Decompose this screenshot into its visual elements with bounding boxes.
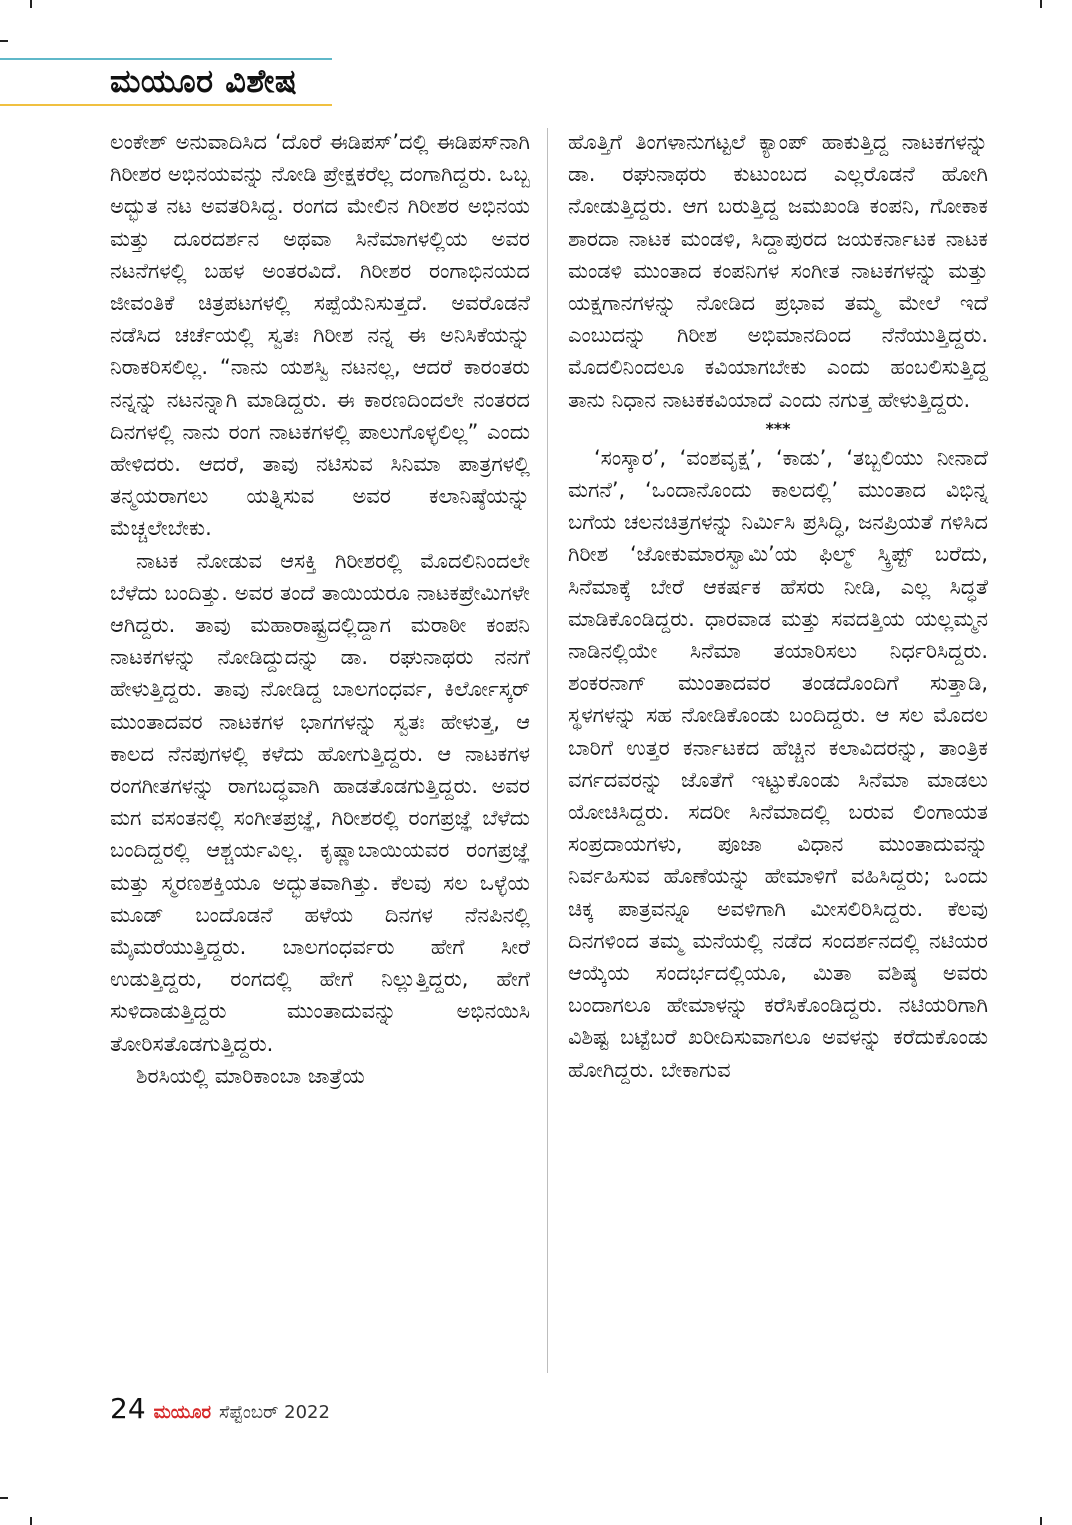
section-title: ಮಯೂರ ವಿಶೇಷ: [110, 62, 298, 100]
crop-mark-left-top: [0, 40, 8, 42]
crop-mark-left-bottom: [0, 1497, 8, 1499]
section-separator: ***: [765, 418, 791, 438]
column-divider: [547, 128, 548, 1373]
article-column-right: [568, 126, 988, 1086]
header-accent-line-top: [0, 58, 332, 60]
paragraph: ‘ಸಂಸ್ಕಾರ’, ‘ವಂಶವೃಕ್ಷ’, ‘ಕಾಡು’, ‘ತಬ್ಬಲಿಯು ನೀನಾದೆ ಮಗನೆ’, ‘ಒಂದಾನೊಂದು ಕಾಲದಲ್ಲಿ’ ಮುಂತಾದ ವಿಭಿನ್ನ ಬಗೆಯ ಚಲನಚಿತ್ರಗಳನ್ನು ನಿರ್ಮಿಸಿ ಪ್ರಸಿದ್ಧಿ, ಜನಪ್ರಿಯತೆ ಗಳಿಸಿದ ಗಿರೀಶ ‘ಜೋಕುಮಾರಸ್ವಾಮಿ’ಯ ಫಿಲ್ಮ್ ಸ್ಕ್ರಿಪ್ಟ್ ಬರೆದು, ಸಿನೆಮಾಕ್ಕೆ ಬೇರೆ ಆಕರ್ಷಕ ಹೆಸರು ನೀಡಿ, ಎಲ್ಲ ಸಿದ್ಧತೆ ಮಾಡಿಕೊಂಡಿದ್ದರು. ಧಾರವಾಡ ಮತ್ತು ಸವದತ್ತಿಯ ಯಲ್ಲಮ್ಮನ ನಾಡಿನಲ್ಲಿಯೇ ಸಿನೆಮಾ ತಯಾರಿಸಲು ನಿರ್ಧರಿಸಿದ್ದರು. ಶಂಕರನಾಗ್ ಮುಂತಾದವರ ತಂಡದೊಂದಿಗೆ ಸುತ್ತಾಡಿ, ಸ್ಥಳಗಳನ್ನು ಸಹ ನೋಡಿಕೊಂಡು ಬಂದಿದ್ದರು. ಆ ಸಲ ಮೊದಲ ಬಾರಿಗೆ ಉತ್ತರ ಕರ್ನಾಟಕದ ಹೆಚ್ಚಿನ ಕಲಾವಿದರನ್ನು, ತಾಂತ್ರಿಕ ವರ್ಗದವರನ್ನು ಜೊತೆಗೆ ಇಟ್ಟುಕೊಂಡು ಸಿನೆಮಾ ಮಾಡಲು ಯೋಚಿಸಿದ್ದರು. ಸದರೀ ಸಿನೆಮಾದಲ್ಲಿ ಬರುವ ಲಿಂಗಾಯತ ಸಂಪ್ರದಾಯಗಳು, ಪೂಜಾ ವಿಧಾನ ಮುಂತಾದುವನ್ನು ನಿರ್ವಹಿಸುವ ಹೊಣೆಯನ್ನು ಹೇಮಾಳಿಗೆ ವಹಿಸಿದ್ದರು; ಒಂದು ಚಿಕ್ಕ ಪಾತ್ರವನ್ನೂ ಅವಳಿಗಾಗಿ ಮೀಸಲಿರಿಸಿದ್ದರು. ಕೆಲವು ದಿನಗಳಿಂದ ತಮ್ಮ ಮನೆಯಲ್ಲಿ ನಡೆದ ಸಂದರ್ಶನದಲ್ಲಿ ನಟಿಯರ ಆಯ್ಕೆಯ ಸಂದರ್ಭದಲ್ಲಿಯೂ, ಮಿತಾ ವಶಿಷ್ಠ ಅವರು ಬಂದಾಗಲೂ ಹೇಮಾಳನ್ನು ಕರೆಸಿಕೊಂಡಿದ್ದರು. ನಟಿಯರಿಗಾಗಿ ವಿಶಿಷ್ಟ ಬಟ್ಟೆಬರೆ ಖರೀದಿಸುವಾಗಲೂ ಅವಳನ್ನು ಕರೆದುಕೊಂಡು ಹೋಗಿದ್ದರು. ಬೇಕಾಗುವ: [568, 445, 988, 1082]
page-number: 24: [110, 1392, 146, 1425]
article-column-left: [110, 126, 530, 1092]
crop-mark-bottom-right: [1040, 1517, 1042, 1525]
page-footer: [110, 1392, 330, 1425]
paragraph: ನಾಟಕ ನೋಡುವ ಆಸಕ್ತಿ ಗಿರೀಶರಲ್ಲಿ ಮೊದಲಿನಿಂದಲೇ ಬೆಳೆದು ಬಂದಿತ್ತು. ಅವರ ತಂದೆ ತಾಯಿಯರೂ ನಾಟಕಪ್ರೇಮಿಗಳೇ ಆಗಿದ್ದರು. ತಾವು ಮಹಾರಾಷ್ಟ್ರದಲ್ಲಿದ್ದಾಗ ಮರಾಠೀ ಕಂಪನಿ ನಾಟಕಗಳನ್ನು ನೋಡಿದ್ದುದನ್ನು ಡಾ. ರಘುನಾಥರು ನನಗೆ ಹೇಳುತ್ತಿದ್ದರು. ತಾವು ನೋಡಿದ್ದ ಬಾಲಗಂಧರ್ವ, ಕಿರ್ಲೋಸ್ಕರ್ ಮುಂತಾದವರ ನಾಟಕಗಳ ಭಾಗಗಳನ್ನು ಸ್ವತಃ ಹೇಳುತ್ತ, ಆ ಕಾಲದ ನೆನಪುಗಳಲ್ಲಿ ಕಳೆದು ಹೋಗುತ್ತಿದ್ದರು. ಆ ನಾಟಕಗಳ ರಂಗಗೀತಗಳನ್ನು ರಾಗಬದ್ಧವಾಗಿ ಹಾಡತೊಡಗುತ್ತಿದ್ದರು. ಅವರ ಮಗ ವಸಂತನಲ್ಲಿ ಸಂಗೀತಪ್ರಜ್ಞೆ, ಗಿರೀಶರಲ್ಲಿ ರಂಗಪ್ರಜ್ಞೆ ಬೆಳೆದು ಬಂದಿದ್ದರಲ್ಲಿ ಆಶ್ಚರ್ಯವಿಲ್ಲ. ಕೃಷ್ಣಾಬಾಯಿಯವರ ರಂಗಪ್ರಜ್ಞೆ ಮತ್ತು ಸ್ಮರಣಶಕ್ತಿಯೂ ಅದ್ಭುತವಾಗಿತ್ತು. ಕೆಲವು ಸಲ ಒಳ್ಳೆಯ ಮೂಡ್ ಬಂದೊಡನೆ ಹಳೆಯ ದಿನಗಳ ನೆನಪಿನಲ್ಲಿ ಮೈಮರೆಯುತ್ತಿದ್ದರು. ಬಾಲಗಂಧರ್ವರು ಹೇಗೆ ಸೀರೆ ಉಡುತ್ತಿದ್ದರು, ರಂಗದಲ್ಲಿ ಹೇಗೆ ನಿಲ್ಲುತ್ತಿದ್ದರು, ಹೇಗೆ ಸುಳಿದಾಡುತ್ತಿದ್ದರು ಮುಂತಾದುವನ್ನು ಅಭಿನಯಿಸಿ ತೋರಿಸತೊಡಗುತ್ತಿದ್ದರು.: [110, 548, 530, 1056]
paragraph: ಶಿರಸಿಯಲ್ಲಿ ಮಾರಿಕಾಂಬಾ ಜಾತ್ರೆಯ: [136, 1063, 365, 1088]
header-accent-line-bottom: [0, 104, 332, 106]
paragraph: ಲಂಕೇಶ್ ಅನುವಾದಿಸಿದ ‘ದೊರೆ ಈಡಿಪಸ್’ದಲ್ಲಿ ಈಡಿಪಸ್‌ನಾಗಿ ಗಿರೀಶರ ಅಭಿನಯವನ್ನು ನೋಡಿ ಪ್ರೇಕ್ಷಕರೆಲ್ಲ ದಂಗಾಗಿದ್ದರು. ಒಬ್ಬ ಅದ್ಭುತ ನಟ ಅವತರಿಸಿದ್ದ. ರಂಗದ ಮೇಲಿನ ಗಿರೀಶರ ಅಭಿನಯ ಮತ್ತು ದೂರದರ್ಶನ ಅಥವಾ ಸಿನೆಮಾಗಳಲ್ಲಿಯ ಅವರ ನಟನೆಗಳಲ್ಲಿ ಬಹಳ ಅಂತರವಿದೆ. ಗಿರೀಶರ ರಂಗಾಭಿನಯದ ಜೀವಂತಿಕೆ ಚಿತ್ರಪಟಗಳಲ್ಲಿ ಸಪ್ಪೆಯೆನಿಸುತ್ತದೆ. ಅವರೊಡನೆ ನಡೆಸಿದ ಚರ್ಚೆಯಲ್ಲಿ ಸ್ವತಃ ಗಿರೀಶ ನನ್ನ ಈ ಅನಿಸಿಕೆಯನ್ನು ನಿರಾಕರಿಸಲಿಲ್ಲ. “ನಾನು ಯಶಸ್ವಿ ನಟನಲ್ಲ, ಆದರೆ ಕಾರಂತರು ನನ್ನನ್ನು ನಟನನ್ನಾಗಿ ಮಾಡಿದ್ದರು. ಈ ಕಾರಣದಿಂದಲೇ ನಂತರದ ದಿನಗಳಲ್ಲಿ ನಾನು ರಂಗ ನಾಟಕಗಳಲ್ಲಿ ಪಾಲುಗೊಳ್ಳಲಿಲ್ಲ” ಎಂದು ಹೇಳಿದರು. ಆದರೆ, ತಾವು ನಟಿಸುವ ಸಿನಿಮಾ ಪಾತ್ರಗಳಲ್ಲಿ ತನ್ಮಯರಾಗಲು ಯತ್ನಿಸುವ ಅವರ ಕಲಾನಿಷ್ಠೆಯನ್ನು ಮೆಚ್ಚಲೇಬೇಕು.: [110, 130, 530, 541]
crop-mark-top-left: [30, 0, 32, 8]
magazine-logo: ಮಯೂರ: [153, 1402, 212, 1423]
crop-mark-top-right: [1040, 0, 1042, 8]
issue-date: ಸೆಪ್ಟೆಂಬರ್ 2022: [219, 1402, 330, 1423]
paragraph: ಹೊತ್ತಿಗೆ ತಿಂಗಳಾನುಗಟ್ಟಲೆ ಕ್ಯಾಂಪ್ ಹಾಕುತ್ತಿದ್ದ ನಾಟಕಗಳನ್ನು ಡಾ. ರಘುನಾಥರು ಕುಟುಂಬದ ಎಲ್ಲರೊಡನೆ ಹೋಗಿ ನೋಡುತ್ತಿದ್ದರು. ಆಗ ಬರುತ್ತಿದ್ದ ಜಮಖಂಡಿ ಕಂಪನಿ, ಗೋಕಾಕ ಶಾರದಾ ನಾಟಕ ಮಂಡಳಿ, ಸಿದ್ದಾಪುರದ ಜಯಕರ್ನಾಟಕ ನಾಟಕ ಮಂಡಳಿ ಮುಂತಾದ ಕಂಪನಿಗಳ ಸಂಗೀತ ನಾಟಕಗಳನ್ನು ಮತ್ತು ಯಕ್ಷಗಾನಗಳನ್ನು ನೋಡಿದ ಪ್ರಭಾವ ತಮ್ಮ ಮೇಲೆ ಇದೆ ಎಂಬುದನ್ನು ಗಿರೀಶ ಅಭಿಮಾನದಿಂದ ನೆನೆಯುತ್ತಿದ್ದರು. ಮೊದಲಿನಿಂದಲೂ ಕವಿಯಾಗಬೇಕು ಎಂದು ಹಂಬಲಿಸುತ್ತಿದ್ದ ತಾನು ನಿಧಾನ ನಾಟಕಕವಿಯಾದೆ ಎಂದು ನಗುತ್ತ ಹೇಳುತ್ತಿದ್ದರು.: [568, 130, 988, 412]
crop-mark-bottom-left: [30, 1517, 32, 1525]
